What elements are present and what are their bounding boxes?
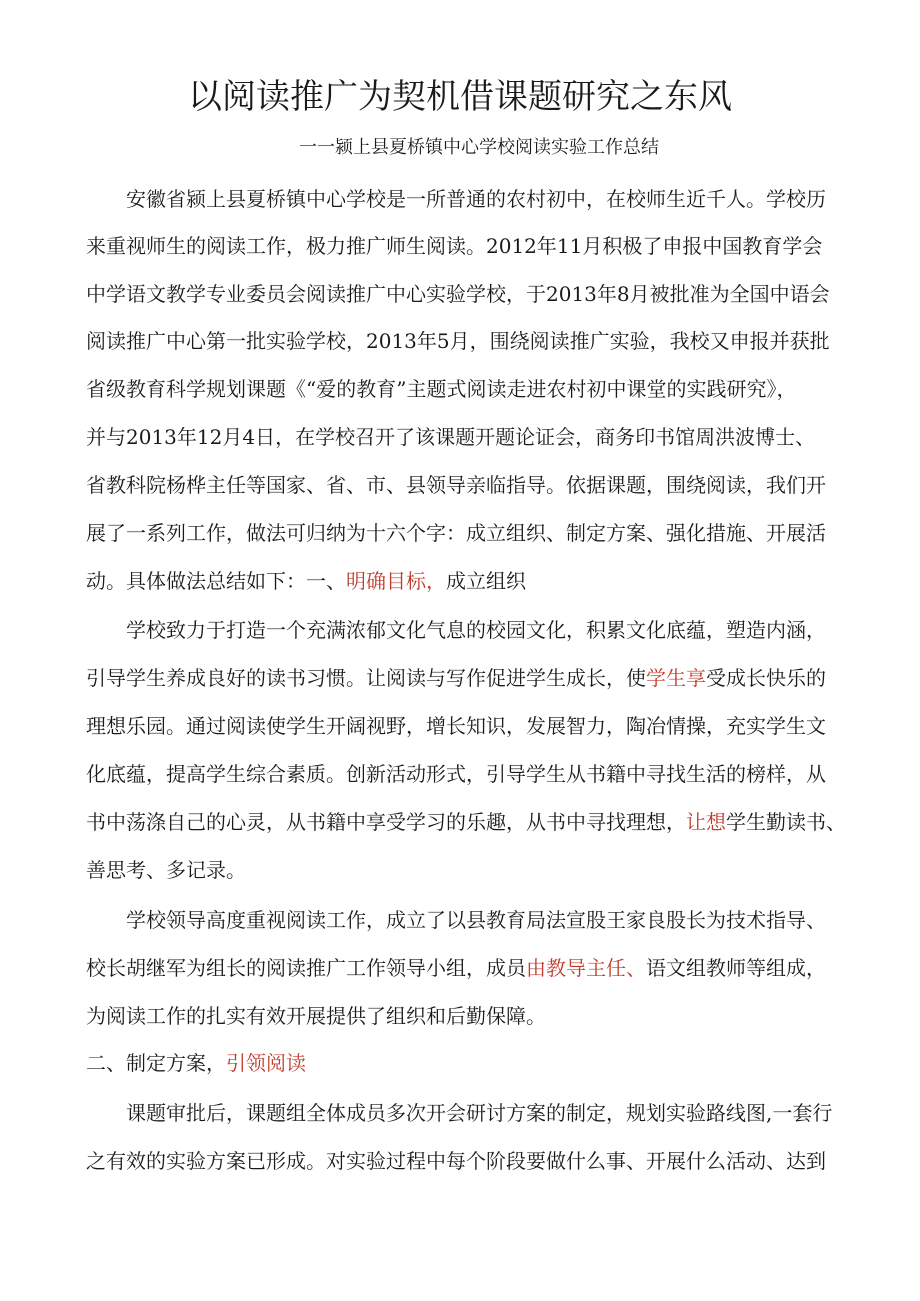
paragraph-3-line-3: 为阅读工作的扎实有效开展提供了组织和后勤保障。 (86, 1004, 546, 1028)
text-run: 受成长快乐的 (706, 666, 826, 690)
highlighted-text: 引领阅读 (226, 1051, 306, 1075)
text-run: 学生勤读书、 (726, 810, 846, 834)
paragraph-1-line-5: 省级教育科学规划课题《“爱的教育”主题式阅读走进农村初中课堂的实践研究》， (86, 377, 797, 401)
text-run: 成立组织 (446, 569, 526, 593)
section-2-heading (86, 1047, 846, 1079)
paragraph-3-line-2 (86, 952, 846, 984)
paragraph-1-line-4: 阅读推广中心第一批实验学校，2013年5月，围绕阅读推广实验，我校又申报并获批 (86, 329, 830, 353)
paragraph-4-line-1: 课题审批后，课题组全体成员多次开会研讨方案的制定，规划实验路线图,一套行 (126, 1101, 833, 1125)
paragraph-1-line-9 (86, 565, 846, 597)
paragraph-2-line-3: 理想乐园。通过阅读使学生开阔视野，增长知识，发展智力，陶冶情操，充实学生文 (86, 714, 826, 738)
paragraph-4-line-2: 之有效的实验方案已形成。对实验过程中每个阶段要做什么事、开展什么活动、达到 (86, 1149, 826, 1173)
document-subtitle: 一一颍上县夏桥镇中心学校阅读实验工作总结 (299, 137, 659, 158)
paragraph-1-line-3: 中学语文教学专业委员会阅读推广中心实验学校，于2013年8月被批准为全国中语会 (86, 282, 830, 306)
highlighted-text: 由教导主任、 (526, 956, 646, 980)
paragraph-2-line-2 (86, 662, 846, 694)
paragraph-1-line-7: 省教科院杨桦主任等国家、省、市、县领导亲临指导。依据课题，围绕阅读，我们开 (86, 473, 826, 497)
paragraph-1-line-8: 展了一系列工作，做法可归纳为十六个字：成立组织、制定方案、强化措施、开展活 (86, 521, 826, 545)
paragraph-1-line-2: 来重视师生的阅读工作，极力推广师生阅读。2012年11月积极了申报中国教育学会 (86, 234, 823, 258)
paragraph-2-line-1: 学校致力于打造一个充满浓郁文化气息的校园文化，积累文化底蕴，塑造内涵， (126, 618, 826, 642)
text-run: 二、制定方案， (86, 1051, 226, 1075)
text-run: 语文组教师等组成， (646, 956, 826, 980)
paragraph-2-line-5 (86, 806, 846, 838)
highlighted-text: 学生享 (646, 666, 706, 690)
highlighted-text: 让想 (686, 810, 726, 834)
text-run: 校长胡继军为组长的阅读推广工作领导小组，成员 (86, 956, 526, 980)
highlighted-text: 明确目标， (346, 569, 446, 593)
paragraph-3-line-1: 学校领导高度重视阅读工作，成立了以县教育局法宣股王家良股长为技术指导、 (126, 908, 826, 932)
text-run: 书中荡涤自己的心灵，从书籍中享受学习的乐趣，从书中寻找理想， (86, 810, 686, 834)
text-run: 引导学生养成良好的读书习惯。让阅读与写作促进学生成长，使 (86, 666, 646, 690)
text-run: 动。具体做法总结如下：一、 (86, 569, 346, 593)
paragraph-2-line-4: 化底蕴，提高学生综合素质。创新活动形式，引导学生从书籍中寻找生活的榜样，从 (86, 762, 826, 786)
document-title: 以阅读推广为契机借课题研究之东风 (188, 77, 732, 117)
paragraph-1-line-1: 安徽省颍上县夏桥镇中心学校是一所普通的农村初中，在校师生近千人。学校历 (126, 187, 826, 211)
paragraph-2-line-6: 善思考、多记录。 (86, 858, 246, 882)
paragraph-1-line-6: 并与2013年12月4日，在学校召开了该课题开题论证会，商务印书馆周洪波博士、 (86, 425, 816, 449)
